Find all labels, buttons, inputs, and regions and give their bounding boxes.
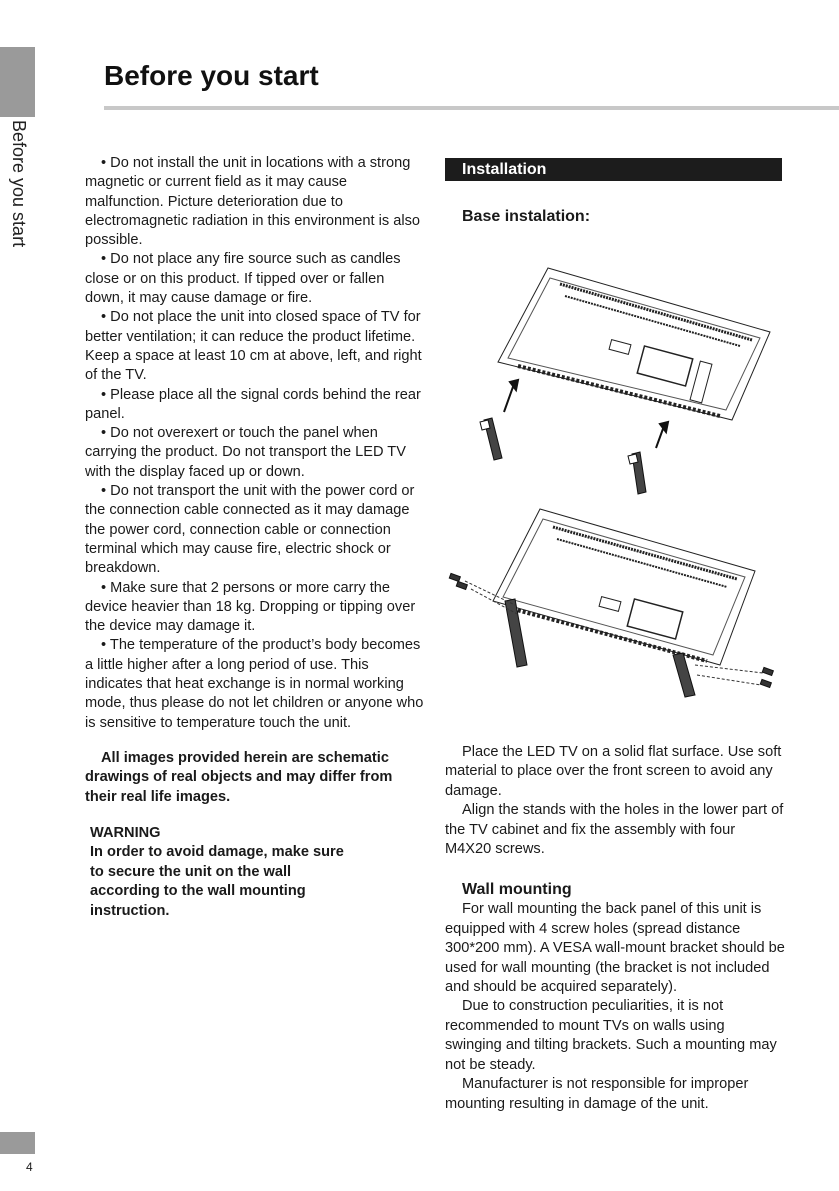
wall-paragraph: For wall mounting the back panel of this unit is equipped with 4 screw holes (spread distance 300*200 mm). A VESA wall-mount bracket should be used for wall mounting (the bracket is not included and should be acquired separately). (445, 901, 785, 996)
base-installation-heading: Base instalation: (462, 208, 591, 225)
stand-left (480, 418, 502, 460)
safety-bullet: • Do not transport the unit with the power cord or the connection cable connected as it may damage the power cord, connection cable or connection terminal which may cause fire, electric shock or breakdown. (85, 483, 415, 577)
safety-bullet: • Do not install the unit in locations with a strong magnetic or current field as it may cause malfunction. Picture deterioration due to electromagnetic radiation in this environment is also possible. (85, 155, 421, 249)
installation-section-bar: Installation (445, 158, 782, 181)
tv-back-inner (508, 278, 760, 410)
safety-bullet: • Do not overexert or touch the panel when carrying the product. Do not transport the LED TV with the display faced up or down. (85, 425, 406, 480)
safety-column (85, 154, 425, 921)
warning-line: instruction. (90, 902, 170, 919)
warning-line: to secure the unit on the wall (90, 863, 292, 880)
base-paragraph: Place the LED TV on a solid flat surface. Use soft material to place over the front screen to avoid any damage. (445, 744, 782, 799)
side-label-text: Before you start (9, 120, 29, 248)
side-tab-marker (0, 47, 35, 117)
base-paragraph: Align the stands with the holes in the lower part of the TV cabinet and fix the assembly with four M4X20 screws. (445, 802, 784, 858)
safety-bullet: • The temperature of the product’s body becomes a little higher after a long period of use. This indicates that heat exchange is in normal working mode, thus please do not let children or anyone who is sensitive to temperature touch the unit. (85, 637, 424, 731)
io-panel (637, 346, 693, 386)
tv-back-panel (493, 509, 755, 665)
screw-fix-illustration (445, 505, 795, 705)
wall-mounting-heading: Wall mounting (462, 881, 572, 899)
warning-line: In order to avoid damage, make sure (90, 844, 344, 861)
stand-attach-illustration (470, 262, 800, 502)
warning-title: WARNING (90, 824, 161, 841)
wall-paragraph: Manufacturer is not responsible for improper mounting resulting in damage of the unit. (445, 1076, 749, 1112)
safety-bullet: • Do not place the unit into closed space of TV for better ventilation; it can reduce the product lifetime. Keep a space at least 10 cm at above, left, and right of the TV. (85, 309, 422, 384)
schematic-note: All images provided herein are schematic drawings of real objects and may differ from their real life images. (85, 749, 393, 805)
wall-paragraph: Due to construction peculiarities, it is not recommended to mount TVs on walls using swinging and tilting brackets. Such a mounting may not be steady. (445, 998, 777, 1073)
page-title: Before you start (104, 60, 319, 91)
warning-line: according to the wall mounting (90, 883, 306, 900)
safety-bullet: • Please place all the signal cords behind the rear panel. (85, 386, 421, 422)
safety-bullet: • Do not place any fire source such as candles close or on this product. If tipped over or fallen down, it may cause damage or fire. (85, 251, 401, 307)
installation-column (445, 743, 785, 1114)
label-plate (609, 340, 631, 355)
bottom-tab-marker (0, 1132, 35, 1154)
safety-bullet: • Make sure that 2 persons or more carry the device heavier than 18 kg. Dropping or tipping over the device may damage it. (85, 579, 416, 635)
page-number: 4 (26, 1160, 33, 1174)
warning-box (85, 824, 425, 922)
title-rule (104, 106, 839, 110)
side-label (9, 120, 29, 270)
tv-back-inner (503, 519, 745, 655)
tv-back-panel (498, 268, 770, 420)
stand-right (628, 452, 646, 494)
